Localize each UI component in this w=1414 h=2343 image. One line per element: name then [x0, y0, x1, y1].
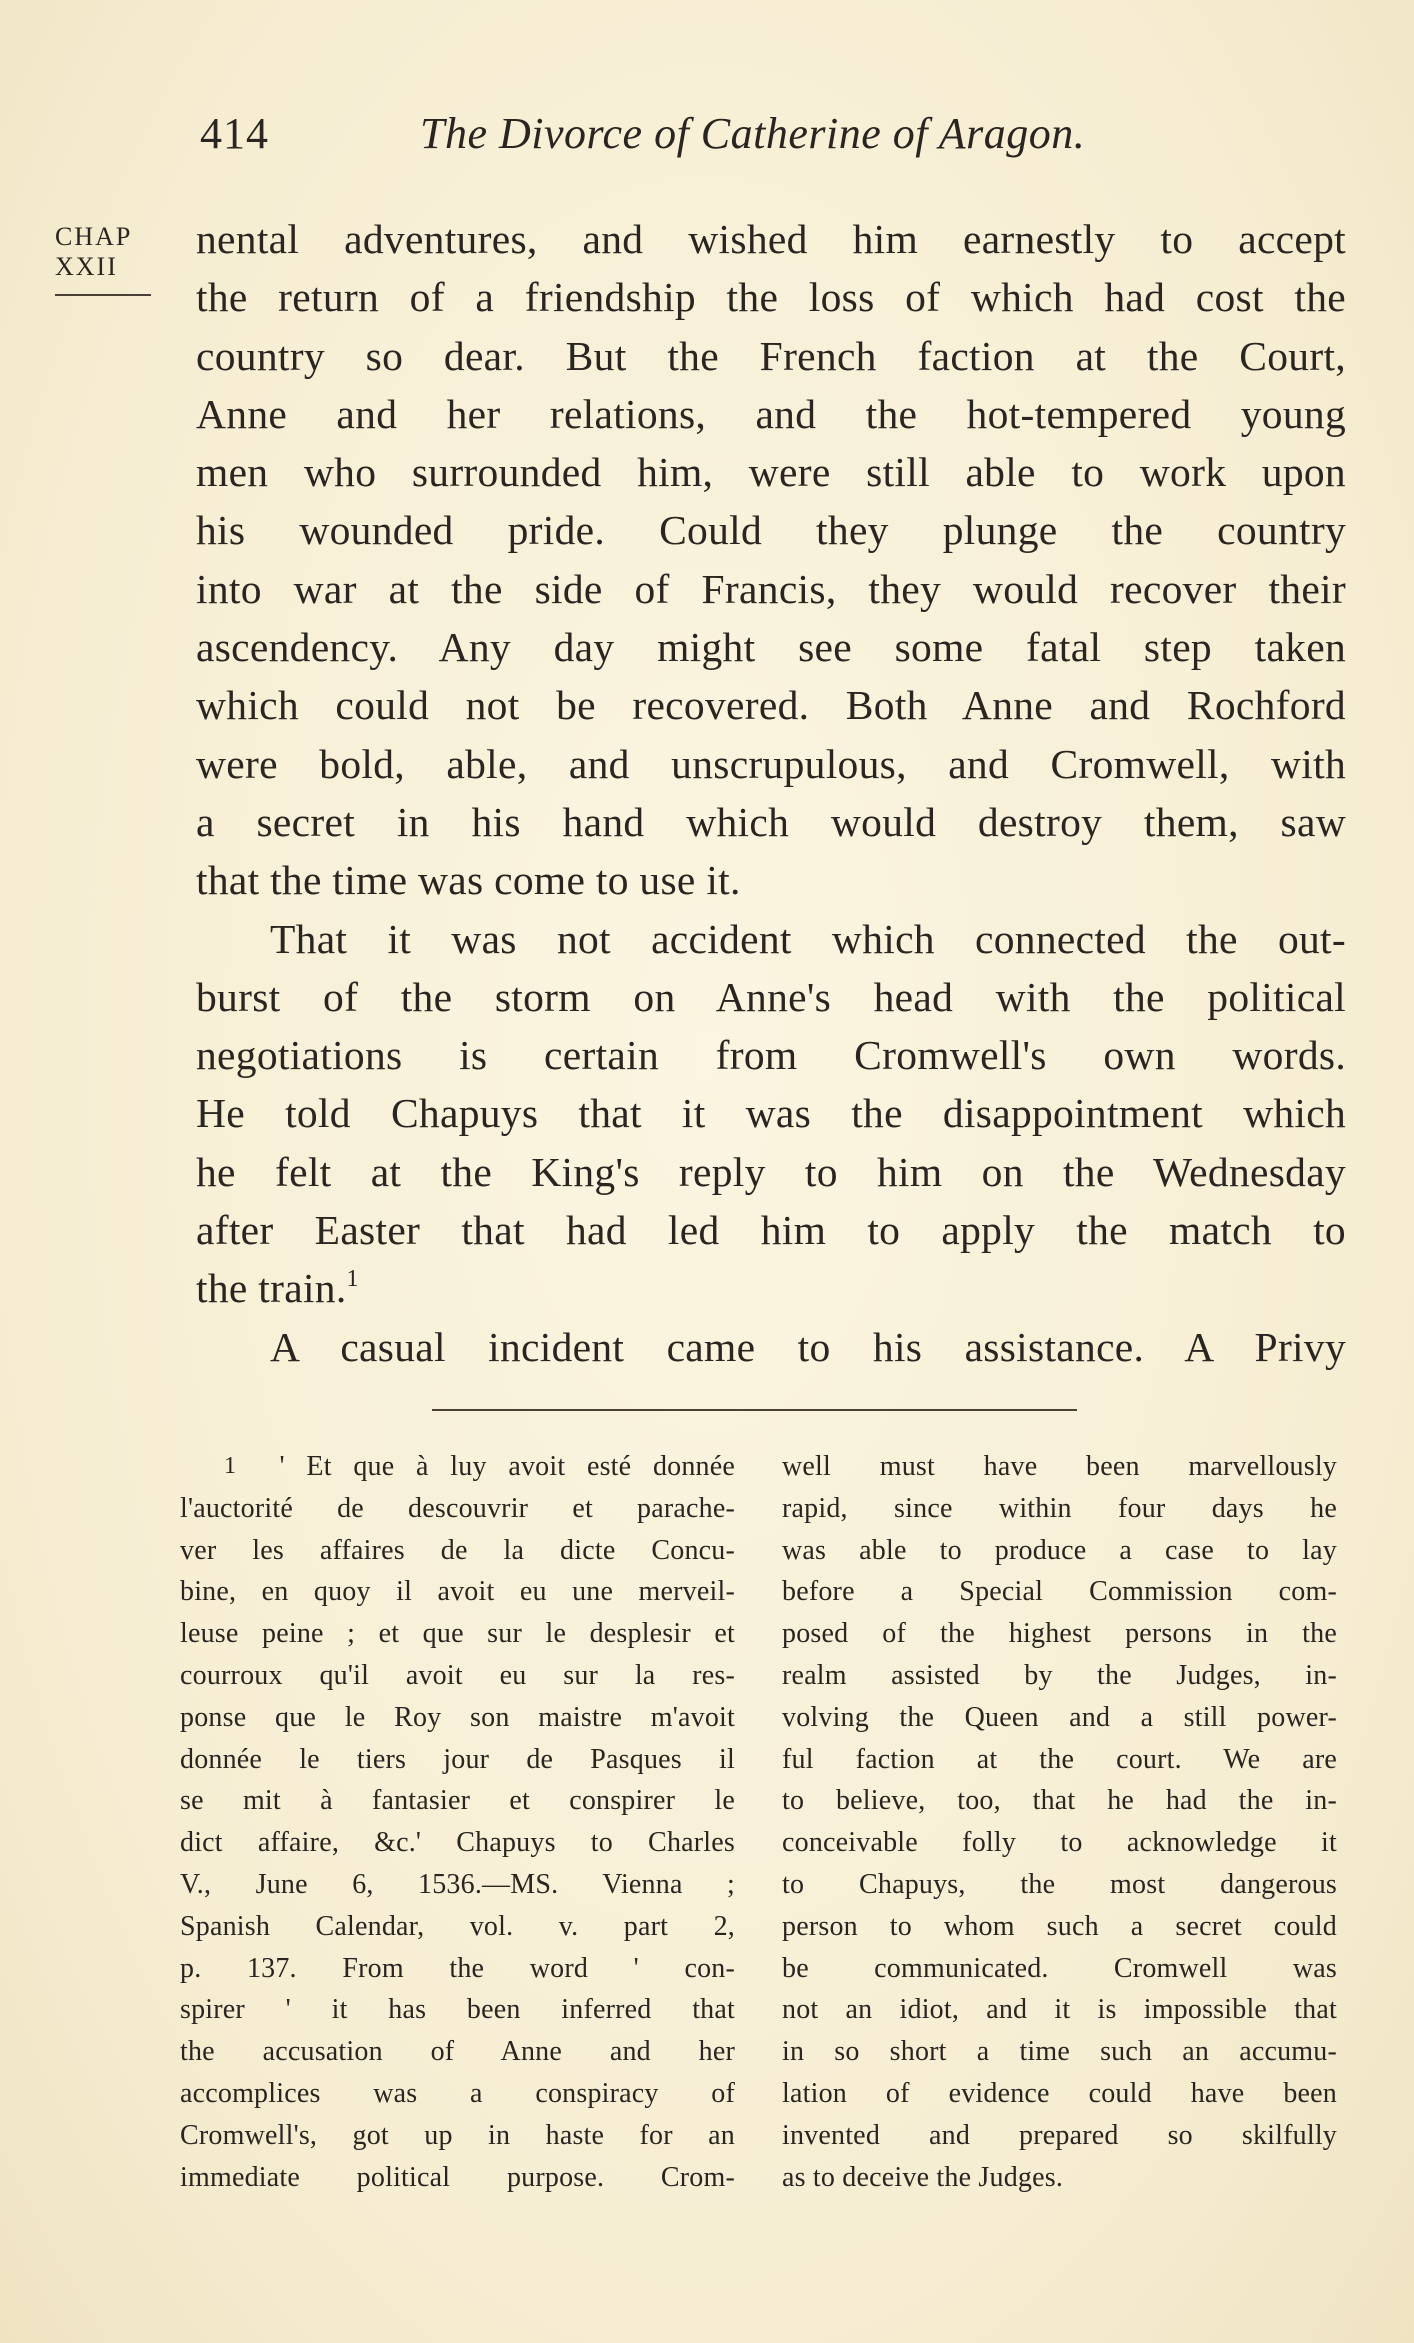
- footnote-line: invented and prepared so skilfully: [782, 2119, 1337, 2151]
- footnote-reference: 1: [346, 1266, 359, 1293]
- running-head: [200, 108, 1160, 168]
- body-line: ascendency. Any day might see some fatal step taken: [196, 624, 1346, 671]
- footnote-line: courroux qu'il avoit eu sur la res-: [180, 1659, 735, 1691]
- footnote-line: ponse que le Roy son maistre m'avoit: [180, 1701, 735, 1733]
- body-line: men who surrounded him, were still able to work upon: [196, 449, 1346, 496]
- body-text: [196, 210, 1346, 1376]
- footnote-line: before a Special Commission com-: [782, 1576, 1337, 1608]
- body-line: country so dear. But the French faction at the Court,: [196, 332, 1346, 379]
- footnote-line: be communicated. Cromwell was: [782, 1952, 1337, 1984]
- footnote-line: p. 137. From the word ' con-: [180, 1952, 735, 1984]
- footnote-line: to believe, too, that he had the in-: [782, 1785, 1337, 1817]
- footnote-line: person to whom such a secret could: [782, 1910, 1337, 1942]
- footnote-marker: 1: [224, 1453, 237, 1479]
- footnote-line: to Chapuys, the most dangerous: [782, 1868, 1337, 1900]
- footnote-line: dict affaire, &c.' Chapuys to Charles: [180, 1827, 735, 1859]
- footnote-line: Spanish Calendar, vol. v. part 2,: [180, 1910, 735, 1942]
- footnote-left-column: [180, 1446, 735, 2198]
- body-line: a secret in his hand which would destroy them, saw: [196, 798, 1346, 845]
- margin-note-chapter-number: XXII: [55, 252, 118, 281]
- body-line: were bold, able, and unscrupulous, and Cromwell, with: [196, 740, 1346, 787]
- body-line: That it was not accident which connected the out-: [270, 915, 1346, 962]
- footnote-line: posed of the highest persons in the: [782, 1618, 1337, 1650]
- footnote-line: immediate political purpose. Crom-: [180, 2161, 735, 2193]
- body-line: A casual incident came to his assistance. A Privy: [270, 1323, 1346, 1370]
- footnote-line: Cromwell's, got up in haste for an: [180, 2119, 735, 2151]
- margin-note-chap: CHAP: [55, 222, 133, 251]
- footnote-line: accomplices was a conspiracy of: [180, 2077, 735, 2109]
- body-line: nental adventures, and wished him earnestly to accept: [196, 216, 1346, 262]
- footnote-line: [180, 1446, 735, 1488]
- footnote-line: lation of evidence could have been: [782, 2077, 1337, 2109]
- body-line: He told Chapuys that it was the disappointment which: [196, 1090, 1346, 1137]
- body-line: he felt at the King's reply to him on the Wednesday: [196, 1148, 1346, 1195]
- margin-note-rule: [55, 294, 151, 296]
- footnote-line: donnée le tiers jour de Pasques il: [180, 1743, 735, 1775]
- footnote-line: ver les affaires de la dicte Concu-: [180, 1534, 735, 1566]
- footnote-line: volving the Queen and a still power-: [782, 1701, 1337, 1733]
- body-line: after Easter that had led him to apply the match to: [196, 1207, 1346, 1254]
- footnote-line: ful faction at the court. We are: [782, 1743, 1337, 1775]
- footnote-line: leuse peine ; et que sur le desplesir et: [180, 1618, 735, 1650]
- running-title: The Divorce of Catherine of Aragon.: [420, 109, 1086, 158]
- footnote-line: in so short a time such an accumu-: [782, 2036, 1337, 2068]
- footnote-line: conceivable folly to acknowledge it: [782, 1827, 1337, 1859]
- footnote-line: realm assisted by the Judges, in-: [782, 1659, 1337, 1691]
- body-line: his wounded pride. Could they plunge the country: [196, 507, 1346, 554]
- body-line: which could not be recovered. Both Anne and Rochford: [196, 682, 1346, 729]
- footnote-line: as to deceive the Judges.: [782, 2161, 1064, 2193]
- footnote-line-text: ' Et que à luy avoit esté donnée: [279, 1451, 735, 1482]
- footnote-line: was able to produce a case to lay: [782, 1534, 1337, 1566]
- body-line-text: the train.: [196, 1265, 347, 1312]
- page-number: 414: [200, 109, 269, 158]
- body-line: into war at the side of Francis, they would recover their: [196, 565, 1346, 612]
- footnote-line: l'auctorité de descouvrir et parache-: [180, 1492, 735, 1524]
- footnote-line: rapid, since within four days he: [782, 1492, 1337, 1524]
- footnote-line: spirer ' it has been inferred that: [180, 1994, 735, 2026]
- footnote-separator: [432, 1409, 1077, 1411]
- body-line: that the time was come to use it.: [196, 857, 741, 904]
- body-line: Anne and her relations, and the hot-tempered young: [196, 390, 1346, 437]
- footnotes: [180, 1446, 1340, 2206]
- footnote-line: se mit à fantasier et conspirer le: [180, 1785, 735, 1817]
- footnote-line: not an idiot, and it is impossible that: [782, 1994, 1337, 2026]
- chapter-margin-note: [55, 222, 155, 296]
- footnote-right-column: [782, 1446, 1337, 2198]
- footnote-line: V., June 6, 1536.—MS. Vienna ;: [180, 1868, 735, 1900]
- body-line: [196, 1259, 1346, 1317]
- footnote-line: bine, en quoy il avoit eu une merveil-: [180, 1576, 735, 1608]
- body-line: negotiations is certain from Cromwell's own words.: [196, 1032, 1346, 1079]
- footnote-line: the accusation of Anne and her: [180, 2036, 735, 2068]
- body-line: the return of a friendship the loss of which had cost the: [196, 274, 1346, 321]
- footnote-line: well must have been marvellously: [782, 1451, 1337, 1482]
- body-line: burst of the storm on Anne's head with the political: [196, 973, 1346, 1020]
